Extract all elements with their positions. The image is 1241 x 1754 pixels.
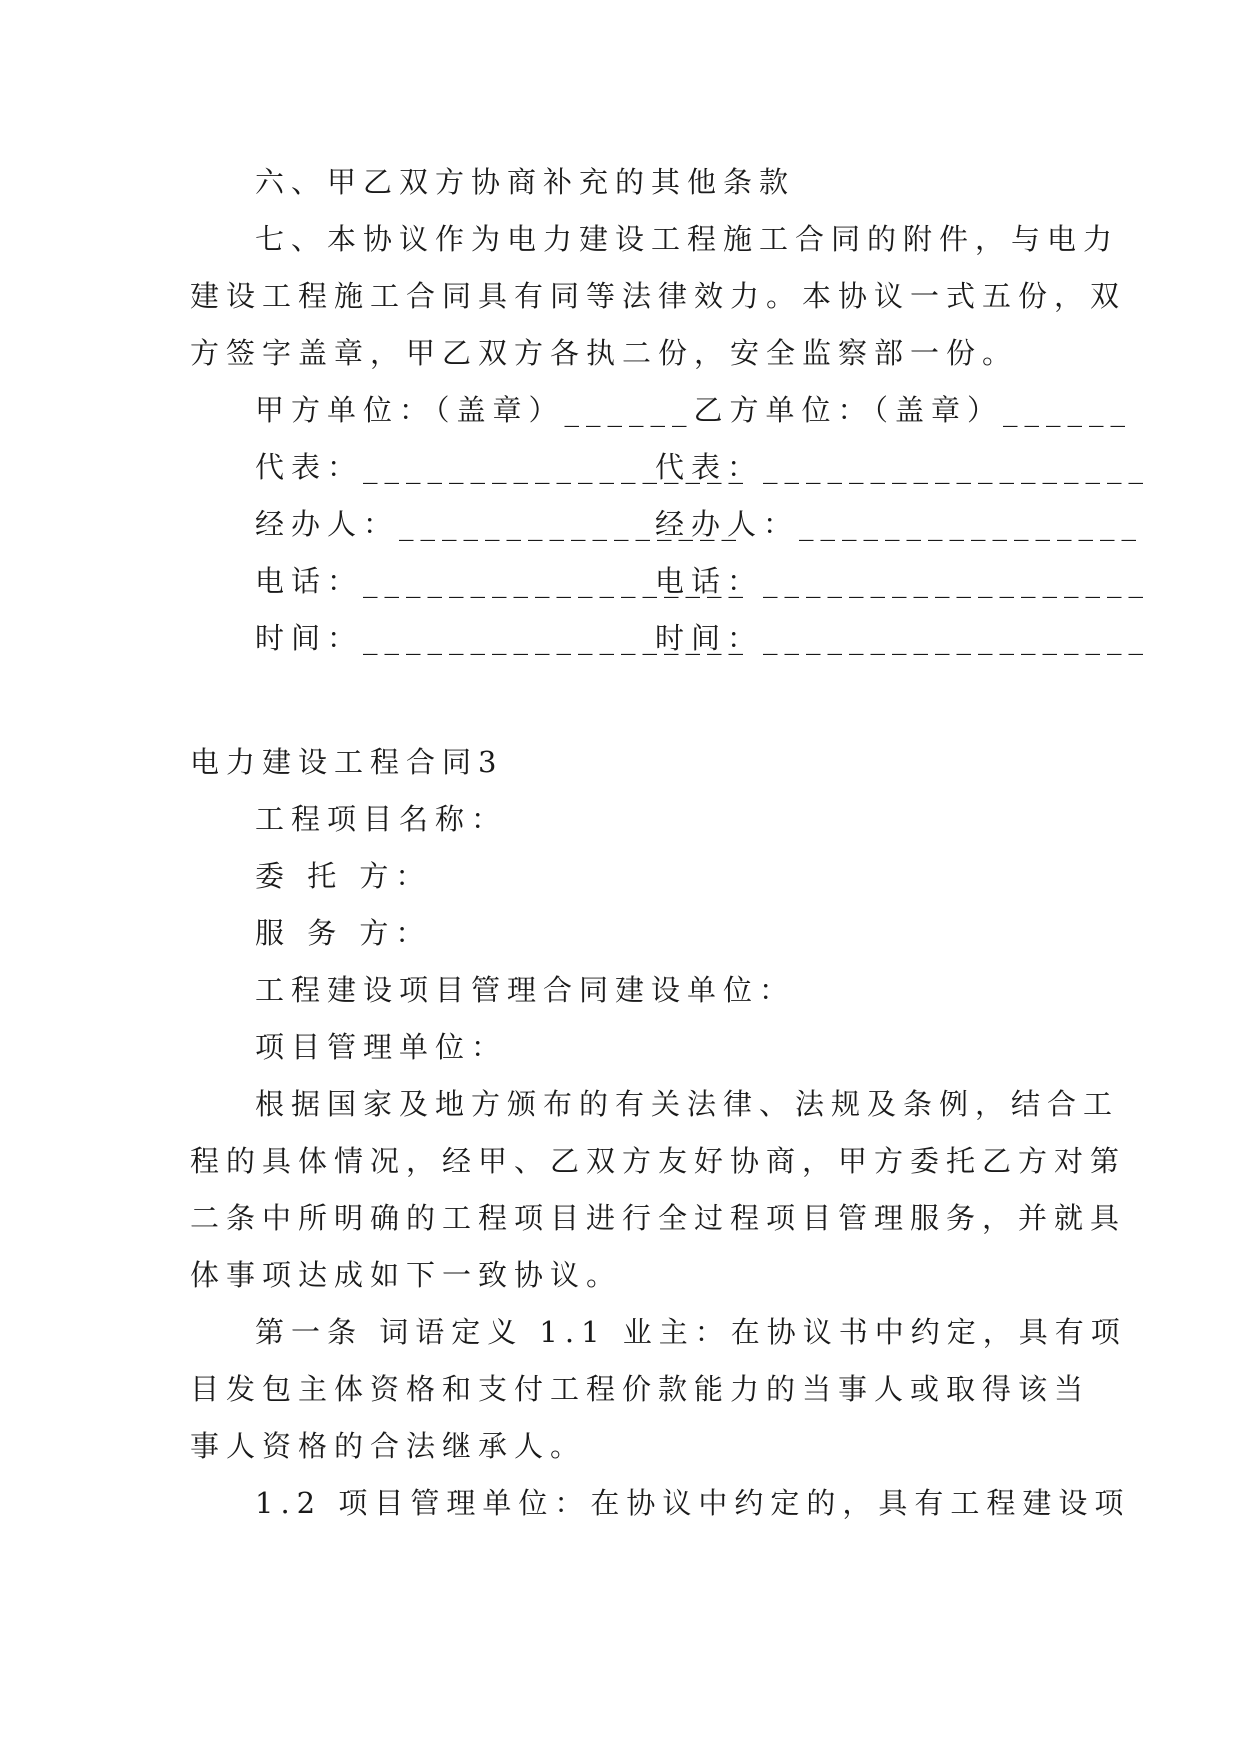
clause-seven-line-2: 建设工程施工合同具有同等法律效力。本协议一式五份，双 bbox=[190, 279, 1127, 313]
client-label: 委 托 方： bbox=[255, 859, 432, 893]
party-a-handler: 经办人：________________ bbox=[255, 507, 744, 541]
signature-unit-row: 甲方单位：（盖章）______乙方单位：（盖章）______ bbox=[255, 393, 1133, 427]
party-b-handler: 经办人：________________ bbox=[655, 507, 1144, 541]
party-a-date: 时间：__________________ bbox=[255, 621, 751, 655]
party-b-date: 时间：__________________ bbox=[655, 621, 1151, 655]
clause-six: 六、甲乙双方协商补充的其他条款 bbox=[255, 165, 796, 199]
article-one-line-2: 目发包主体资格和支付工程价款能力的当事人或取得该当 bbox=[190, 1372, 1091, 1406]
article-one-line-3: 事人资格的合法继承人。 bbox=[190, 1429, 587, 1463]
clause-seven-line-3: 方签字盖章，甲乙双方各执二份，安全监察部一份。 bbox=[190, 336, 1019, 370]
provider-label: 服 务 方： bbox=[255, 916, 432, 950]
article-one-line-1: 第一条 词语定义 1.1 业主：在协议书中约定，具有项 bbox=[255, 1315, 1127, 1349]
intro-line-3: 二条中所明确的工程项目进行全过程项目管理服务，并就具 bbox=[190, 1201, 1127, 1235]
section-title: 电力建设工程合同3 bbox=[190, 745, 504, 779]
management-contract-label: 工程建设项目管理合同建设单位： bbox=[255, 973, 796, 1007]
article-one-two-line-1: 1.2 项目管理单位：在协议中约定的，具有工程建设项 bbox=[255, 1486, 1131, 1520]
intro-line-4: 体事项达成如下一致协议。 bbox=[190, 1258, 623, 1292]
project-name-label: 工程项目名称： bbox=[255, 802, 508, 836]
clause-seven-line-1: 七、本协议作为电力建设工程施工合同的附件，与电力 bbox=[255, 222, 1120, 256]
intro-line-1: 根据国家及地方颁布的有关法律、法规及条例，结合工 bbox=[255, 1087, 1120, 1121]
party-b-representative: 代表：__________________ bbox=[655, 450, 1151, 484]
party-a-phone: 电话：__________________ bbox=[255, 564, 751, 598]
intro-line-2: 程的具体情况，经甲、乙双方友好协商，甲方委托乙方对第 bbox=[190, 1144, 1127, 1178]
party-b-phone: 电话：__________________ bbox=[655, 564, 1151, 598]
party-a-representative: 代表：__________________ bbox=[255, 450, 751, 484]
management-unit-label: 项目管理单位： bbox=[255, 1030, 508, 1064]
